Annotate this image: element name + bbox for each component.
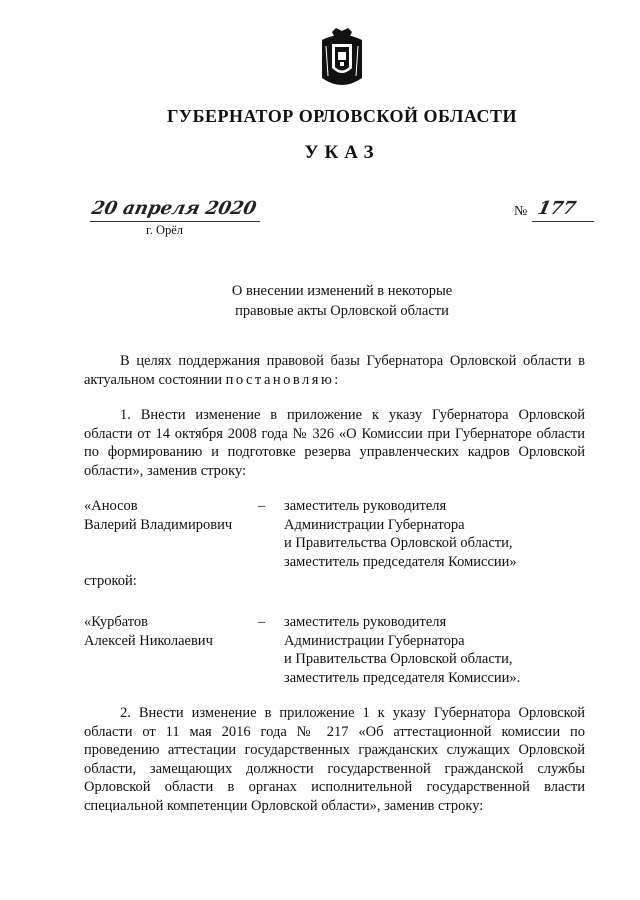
preamble-paragraph <box>84 352 585 389</box>
new-row-position: заместитель руководителя Администрации Губернатора и Правительства Орловской области, заместитель председателя Комиссии». <box>284 614 521 686</box>
document-type: УКАЗ <box>304 142 380 163</box>
handwritten-number: 177 <box>535 198 578 219</box>
decree-word: постановляю <box>225 371 335 388</box>
subject-line: О внесении изменений в некоторые <box>231 283 453 299</box>
preamble-end: : <box>334 371 339 388</box>
number-underline <box>532 221 594 222</box>
new-row-dash: – <box>258 614 266 630</box>
item-2-paragraph: 2. Внести изменение в приложение 1 к указу Губернатора Орловской области от 11 мая 2016 года № 217 «Об аттестационной комиссии по проведению аттестации государственных гражданских служащих Орловской области, замещающих должности государственной гражданской службы Орловской области в органах исполнительной государственной власти специальной компетенции Орловской области», заменив строку: <box>84 705 585 814</box>
issuer-title: ГУБЕРНАТОР ОРЛОВСКОЙ ОБЛАСТИ <box>166 106 518 126</box>
coat-of-arms-emblem <box>318 26 366 92</box>
replacement-label: строкой: <box>84 573 137 589</box>
item-1-paragraph: 1. Внести изменение в приложение к указу Губернатора Орловской области от 14 октября 2008 года № 326 «О Комиссии при Губернаторе области по формированию и подготовке резерва управленческих кадров Орловской области», заменив строку: <box>84 407 585 479</box>
city-label: г. Орёл <box>146 223 184 237</box>
date-underline <box>90 221 260 222</box>
number-label: № <box>514 204 528 219</box>
old-row-dash: – <box>258 498 266 514</box>
handwritten-date: 20 апреля 2020 <box>89 198 259 219</box>
new-row-name: «Курбатов Алексей Николаевич <box>84 614 213 649</box>
old-row-position: заместитель руководителя Администрации Губернатора и Правительства Орловской области, заместитель председателя Комиссии» <box>284 498 517 570</box>
preamble-text: В целях поддержания правовой базы Губернатора Орловской области в актуальном состоянии <box>84 353 585 388</box>
old-row-name: «Аносов Валерий Владимирович <box>84 498 233 533</box>
subject-line: правовые акты Орловской области <box>235 303 449 319</box>
decree-subject <box>22 281 640 321</box>
